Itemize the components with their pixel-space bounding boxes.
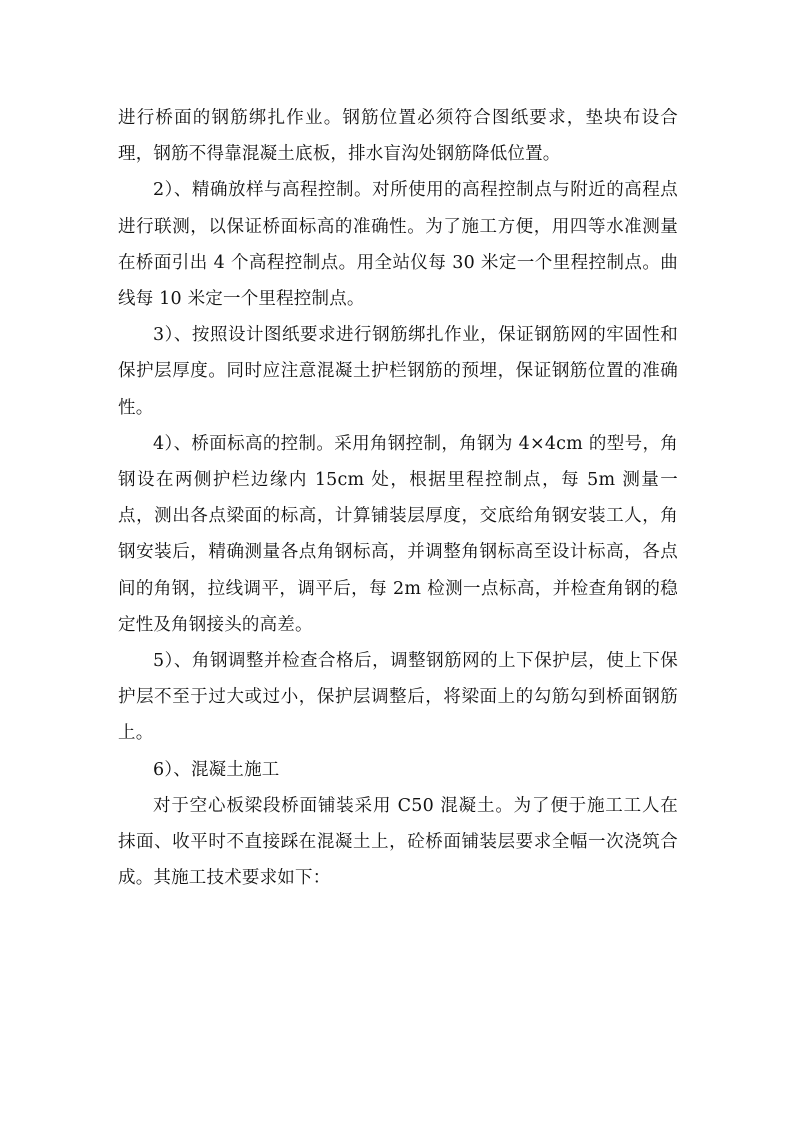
paragraph-c50-concrete: 对于空心板梁段桥面铺装采用 C50 混凝土。为了便于施工工人在抹面、收平时不直接踩在混凝土上，砼桥面铺装层要求全幅一次浇筑合成。其施工技术要求如下： bbox=[118, 795, 678, 889]
paragraph-item-6-concrete-heading: 6）、混凝土施工 bbox=[153, 759, 280, 780]
paragraph-item-2-elevation-control: 2）、精确放样与高程控制。对所使用的高程控制点与附近的高程点进行联测，以保证桥面标高的准确性。为了施工方便，用四等水准测量在桥面引出 4 个高程控制点。用全站仪每 30 米定一个里程控制点。曲线每 10 米定一个里程控制点。 bbox=[118, 180, 678, 310]
paragraph-item-3-rebar-binding: 3）、按照设计图纸要求进行钢筋绑扎作业，保证钢筋网的牢固性和保护层厚度。同时应注意混凝土护栏钢筋的预埋，保证钢筋位置的准确性。 bbox=[118, 325, 678, 418]
paragraph-rebar-placement: 进行桥面的钢筋绑扎作业。钢筋位置必须符合图纸要求，垫块布设合理，钢筋不得靠混凝土底板，排水盲沟处钢筋降低位置。 bbox=[118, 108, 678, 165]
paragraph-item-5-cover-layer: 5）、角钢调整并检查合格后，调整钢筋网的上下保护层，使上下保护层不至于过大或过小，保护层调整后，将梁面上的勾筋勾到桥面钢筋上。 bbox=[118, 651, 678, 744]
document-body bbox=[118, 100, 678, 896]
paragraph-item-4-deck-elevation: 4）、桥面标高的控制。采用角钢控制，角钢为 4×4cm 的型号，角钢设在两侧护栏边缘内 15cm 处，根据里程控制点，每 5m 测量一点，测出各点梁面的标高，计算铺装层厚度，交底给角钢安装工人，角钢安装后，精确测量各点角钢标高，并调整角钢标高至设计标高，各点间的角钢，拉线调平，调平后，每 2m 检测一点标高，并检查角钢的稳定性及角钢接头的高差。 bbox=[118, 433, 678, 635]
